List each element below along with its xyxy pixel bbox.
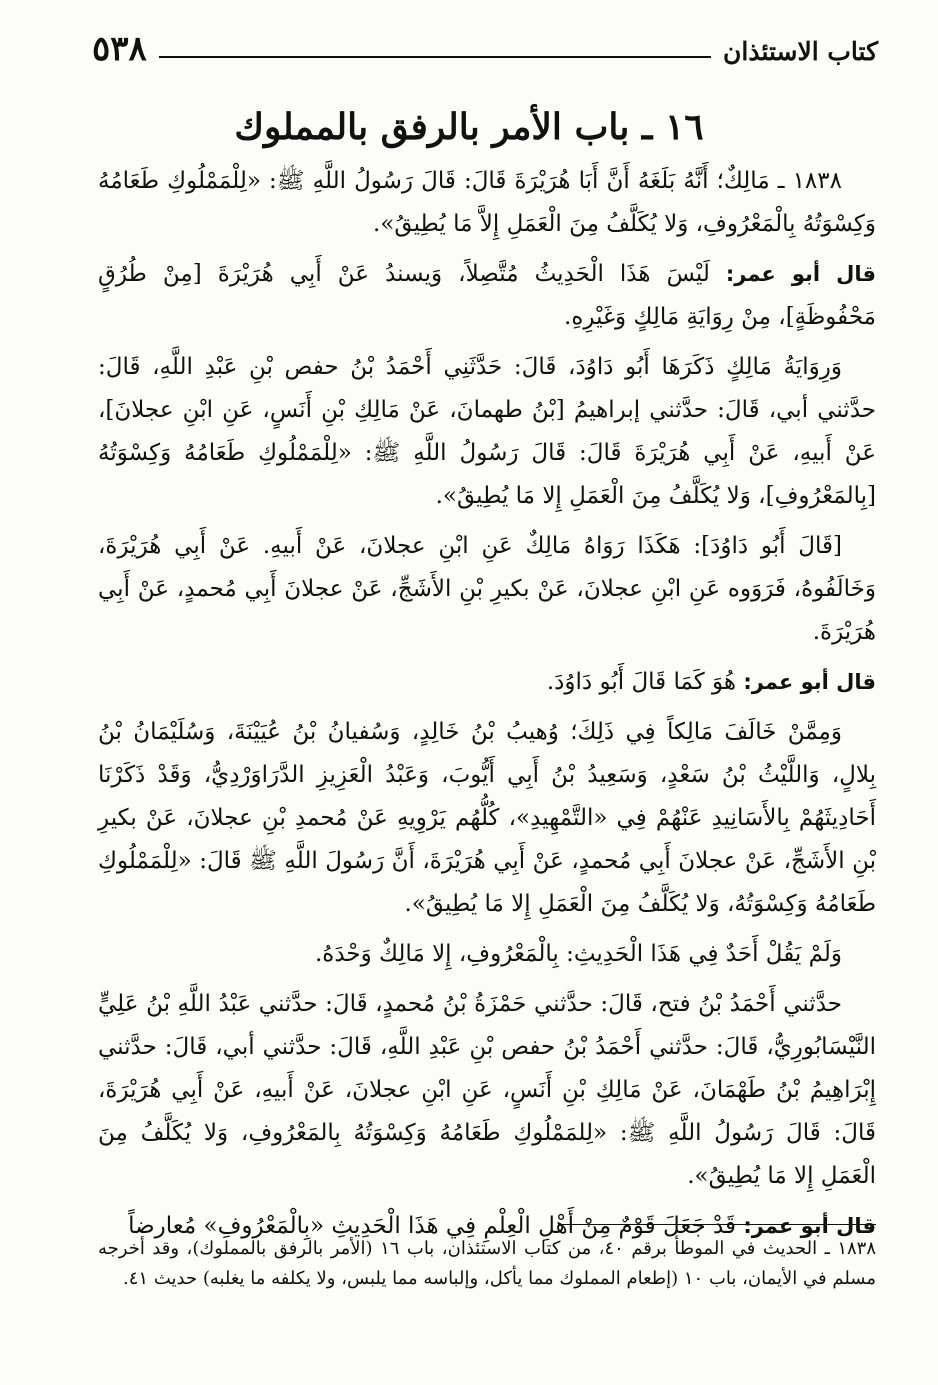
paragraph-text: هُوَ كَمَا قَالَ أَبُو دَاوُدَ.	[546, 669, 737, 695]
header-rule	[159, 56, 711, 58]
chapter-title: ١٦ ـ باب الأمر بالرفق بالمملوك	[234, 106, 704, 148]
paragraph-commentary	[98, 661, 876, 704]
footnote-divider	[558, 1224, 876, 1225]
page-number: ٥٣٨	[92, 29, 147, 69]
main-text	[98, 160, 876, 1255]
paragraph-hadith-1838	[98, 160, 876, 246]
paragraph-text: وَلَمْ يَقُلْ أَحَدٌ فِي هَذَا الْحَدِيثِ: بِالْمَعْرُوفِ، إِلا مَالِكٌ وَحْدَهُ.	[314, 941, 842, 967]
speaker-label: قال أبو عمر:	[736, 1214, 876, 1238]
paragraph-dissenters	[98, 711, 876, 926]
paragraph-text: [قَالَ أَبُو دَاوُدَ]: هَكَذَا رَوَاهُ مَالِكٌ عَنِ ابْنِ عجلانَ، عَنْ أَبيهِ. عَنْ أَبِي هُرَيْرَةَ، وَخَالَفُوهُ، فَرَوَوه عَنِ ابْنِ عجلانَ، عَنْ بكيرِ بْنِ الأَشَجِّ، عَنْ عجلانَ أَبِي مُحمدٍ، عَنْ أَبِي هُرَيْرَةَ.	[98, 533, 876, 645]
speaker-label: قال أبو عمر:	[709, 262, 876, 286]
paragraph-text: لَيْسَ هَذَا الْحَدِيثُ مُتَّصِلاً، وَيسندُ عَنْ أَبِي هُرَيْرَةَ [مِنْ طُرُقٍ مَحْفُوظَةٍ]، مِنْ رِوَايَةِ مَالِكٍ وَغَيْرِهِ.	[98, 261, 876, 330]
paragraph-abu-dawud-comment	[98, 525, 876, 654]
speaker-label: قال أبو عمر:	[736, 670, 876, 694]
paragraph-text: حدَّثني أَحْمَدُ بْنُ فتح، قَالَ: حدَّثني حَمْزَةُ بْنُ مُحمدٍ، قَالَ: حدَّثني عَبْدُ اللَّهِ بْنُ عَلِيٍّ النَّيْسَابُورِيُّ، قَالَ: حدَّثني أَحْمَدُ بْنُ حفص بْنِ عَبْدِ اللَّهِ، قَالَ: حدَّثني أبي، قَالَ: حدَّثني إِبْرَاهِيمُ بْنُ طَهْمَانَ، عَنْ مَالِكِ بْنِ أَنَسٍ، عَنِ ابْنِ عجلانَ، عَنْ أَبيهِ، عَنْ أَبِي هُرَيْرَةَ، قَالَ: قَالَ رَسُولُ اللَّهِ ﷺ: «لِلمَمْلُوكِ طَعَامُهُ وَكِسْوَتُهُ بِالمَعْرُوفِ، وَلا يُكَلَّفُ مِنَ الْعَمَلِ إِلا مَا يُطِيقُ».	[98, 991, 876, 1189]
page-header	[92, 22, 878, 69]
paragraph-text: ١٨٣٨ ـ مَالِكٌ؛ أَنَّهُ بَلَغَهُ أَنَّ أَبَا هُرَيْرَةَ قَالَ: قَالَ رَسُولُ اللَّهِ ﷺ: «لِلْمَمْلُوكِ طَعَامُهُ وَكِسْوَتُهُ بِالْمَعْرُوفِ، وَلا يُكَلَّفُ مِنَ الْعَمَلِ إِلاَّ مَا يُطِيقُ».	[98, 168, 876, 237]
paragraph-abu-dawud-narration	[98, 346, 876, 518]
paragraph-text: وَرِوَايَةُ مَالِكٍ ذَكَرَهَا أَبُو دَاوُدَ، قَالَ: حَدَّثَنِي أَحْمَدُ بْنُ حفص بْنِ عَبْدِ اللَّهِ، قَالَ: حدَّثني أبي، قَالَ: حدَّثني إبراهيمُ [بْنُ طهمانَ، عَنْ مَالِكِ بْنِ أَنَسٍ، عَنِ ابْنِ عجلانَ]، عَنْ أَبيهِ، عَنْ أَبِي هُرَيْرَةَ قَالَ: قَالَ رَسُولُ اللَّهِ ﷺ: «لِلْمَمْلُوكِ طَعَامُهُ وَكِسْوَتُهُ [بِالمَعْرُوفِ]، وَلا يُكَلَّفُ مِنَ الْعَمَلِ إِلا مَا يُطِيقُ».	[98, 354, 876, 509]
paragraph-isnad	[98, 983, 876, 1198]
paragraph-text: وَمِمَّنْ خَالَفَ مَالِكاً فِي ذَلِكَ؛ وُهيبُ بْنُ خَالِدٍ، وَسُفيانُ بْنُ عُيَيْنَةَ، وَسُلَيْمَانُ بْنُ بِلالٍ، وَاللَّيْثُ بْنُ سَعْدٍ، وَسَعِيدُ بْنُ أَبِي أَيُّوبَ، وَعَبْدُ الْعَزِيزِ الدَّرَاوَرْدِيُّ، وَقَدْ ذَكَرْنَا أَحَادِيثَهُمْ بِالأَسَانِيدِ عَنْهُمْ فِي «التَّمْهِيدِ»، كُلُّهُم يَرْوِيهِ عَنْ مُحمدِ بْنِ عجلانَ، عَنْ بكيرِ بْنِ الأَشَجِّ، عَنْ عجلانَ أَبِي مُحمدٍ، عَنْ أَبِي هُرَيْرَةَ، أَنَّ رَسُولَ اللَّهِ ﷺ قَالَ: «لِلْمَمْلُوكِ طَعَامُهُ وَكِسْوَتُهُ، وَلا يُكَلَّفُ مِنَ الْعَمَلِ إِلا مَا يُطِيقُ».	[98, 719, 876, 917]
paragraph-text: قَدْ جَعَلَ قَوْمٌ مِنْ أَهْلِ الْعِلْمِ فِي هَذَا الْحَدِيثِ «بِالْمَعْرُوفِ» مُعارضاً	[128, 1213, 737, 1239]
paragraph-note	[98, 933, 876, 976]
running-title: كتاب الاستئذان	[723, 37, 878, 66]
paragraph-commentary	[98, 253, 876, 339]
footnote: ١٨٣٨ ـ الحديث في الموطأ برقم ٤٠، من كتاب الاستئذان، باب ١٦ (الأمر بالرفق بالمملوك)، وقد أخرجه مسلم في الأيمان، باب ١٠ (إطعام المملوك مما يأكل، وإلباسه مما يلبس، ولا يكلفه ما يغلبه) حديث ٤١.	[98, 1238, 877, 1289]
